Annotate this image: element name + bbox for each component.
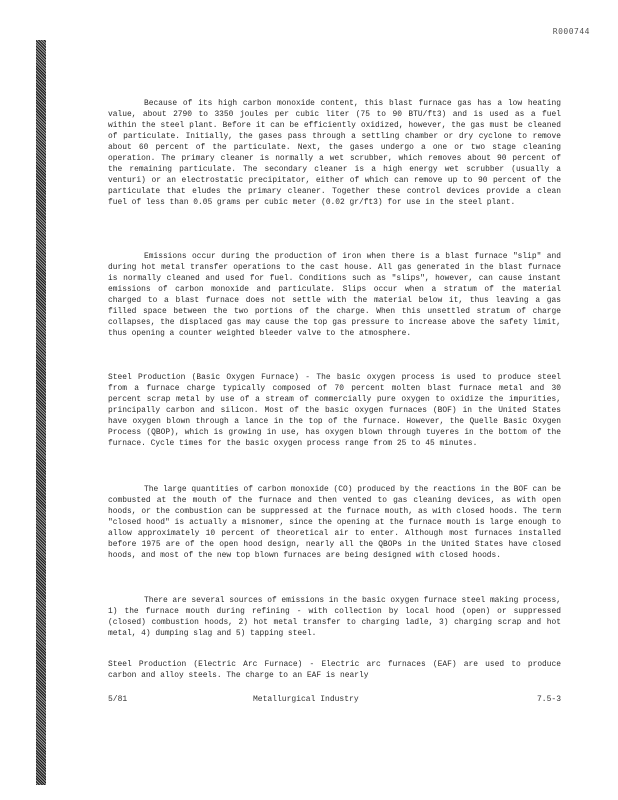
paragraph-text: There are several sources of emissions in the basic oxygen furnace steel making process, 1) the furnace mouth during refining - with collection by local hood (open) or suppressed (closed) combustion hoods, 2) hot metal transfer to charging ladle, 3) charging scrap and hot metal, 4) dumping slag and 5) tapping steel.	[108, 596, 561, 638]
footer-title: Metallurgical Industry	[253, 695, 359, 704]
paragraph-text: The large quantities of carbon monoxide (CO) produced by the reactions in the BOF can be combusted at the mouth of the furnace and then vented to gas cleaning devices, as with open hoods, or the combustion can be suppressed at the furnace mouth, as with closed hoods. The term "closed hood" is actually a misnomer, since the opening at the furnace mouth is large enough to allow approximately 10 percent of theoretical air to enter. Although most furnaces installed before 1975 are of the open hood design, nearly all the QBOPs in the United States have closed hoods, and most of the new top blown furnaces are being designed with closed hoods.	[108, 485, 561, 560]
paragraph-text: Emissions occur during the production of iron when there is a blast furnace "slip" and during hot metal transfer operations to the cast house. All gas generated in the blast furnace is normally cleaned and used for fuel. Conditions such as "slips", however, can cause instant emissions of carbon monoxide and particulate. Slips occur when a stratum of the material charged to a blast furnace does not settle with the material below it, thus leaving a gas filled space between the two portions of the charge. When this unsettled stratum of charge collapses, the displaced gas may cause the top gas pressure to increase above the safety limit, thus opening a counter weighted bleeder valve to the atmosphere.	[108, 252, 561, 338]
scan-binding-edge	[36, 40, 46, 785]
paragraph-text: Steel Production (Basic Oxygen Furnace) - The basic oxygen process is used to produce steel from a furnace charge typically composed of 70 percent molten blast furnace metal and 30 percent scrap metal by use of a stream of commercially pure oxygen to oxidize the impurities, principally carbon and silicon. Most of the basic oxygen furnaces (BOF) in the United States have oxygen blown through a lance in the top of the furnace. However, the Quelle Basic Oxygen Process (QBOP), which is growing in use, has oxygen blown through tuyeres in the bottom of the furnace. Cycle times for the basic oxygen process range from 25 to 45 minutes.	[108, 373, 561, 448]
footer-date: 5/81	[108, 695, 128, 704]
paragraph-text: Steel Production (Electric Arc Furnace) - Electric arc furnaces (EAF) are used to produce carbon and alloy steels. The charge to an EAF is nearly	[108, 660, 561, 680]
paragraph-5	[108, 596, 561, 640]
paragraph-4	[108, 485, 561, 562]
paragraph-1	[108, 99, 561, 209]
paragraph-2	[108, 252, 561, 340]
paragraph-3	[108, 373, 561, 450]
paragraph-6	[108, 660, 561, 682]
document-id: R000744	[552, 27, 590, 36]
footer-page-number: 7.5-3	[536, 695, 561, 704]
paragraph-text: Because of its high carbon monoxide content, this blast furnace gas has a low heating value, about 2790 to 3350 joules per cubic liter (75 to 90 BTU/ft3) and is used as a fuel within the steel plant. Before it can be efficiently oxidized, however, the gas must be cleaned of particulate. Initially, the gases pass through a settling chamber or dry cyclone to remove about 60 percent of the particulate. Next, the gases undergo a one or two stage cleaning operation. The primary cleaner is normally a wet scrubber, which removes about 90 percent of the remaining particulate. The secondary cleaner is a high energy wet scrubber (usually a venturi) or an electrostatic precipitator, either of which can remove up to 90 percent of the particulate that eludes the primary cleaner. Together these control devices provide a clean fuel of less than 0.05 grams per cubic meter (0.02 gr/ft3) for use in the steel plant.	[108, 99, 561, 207]
